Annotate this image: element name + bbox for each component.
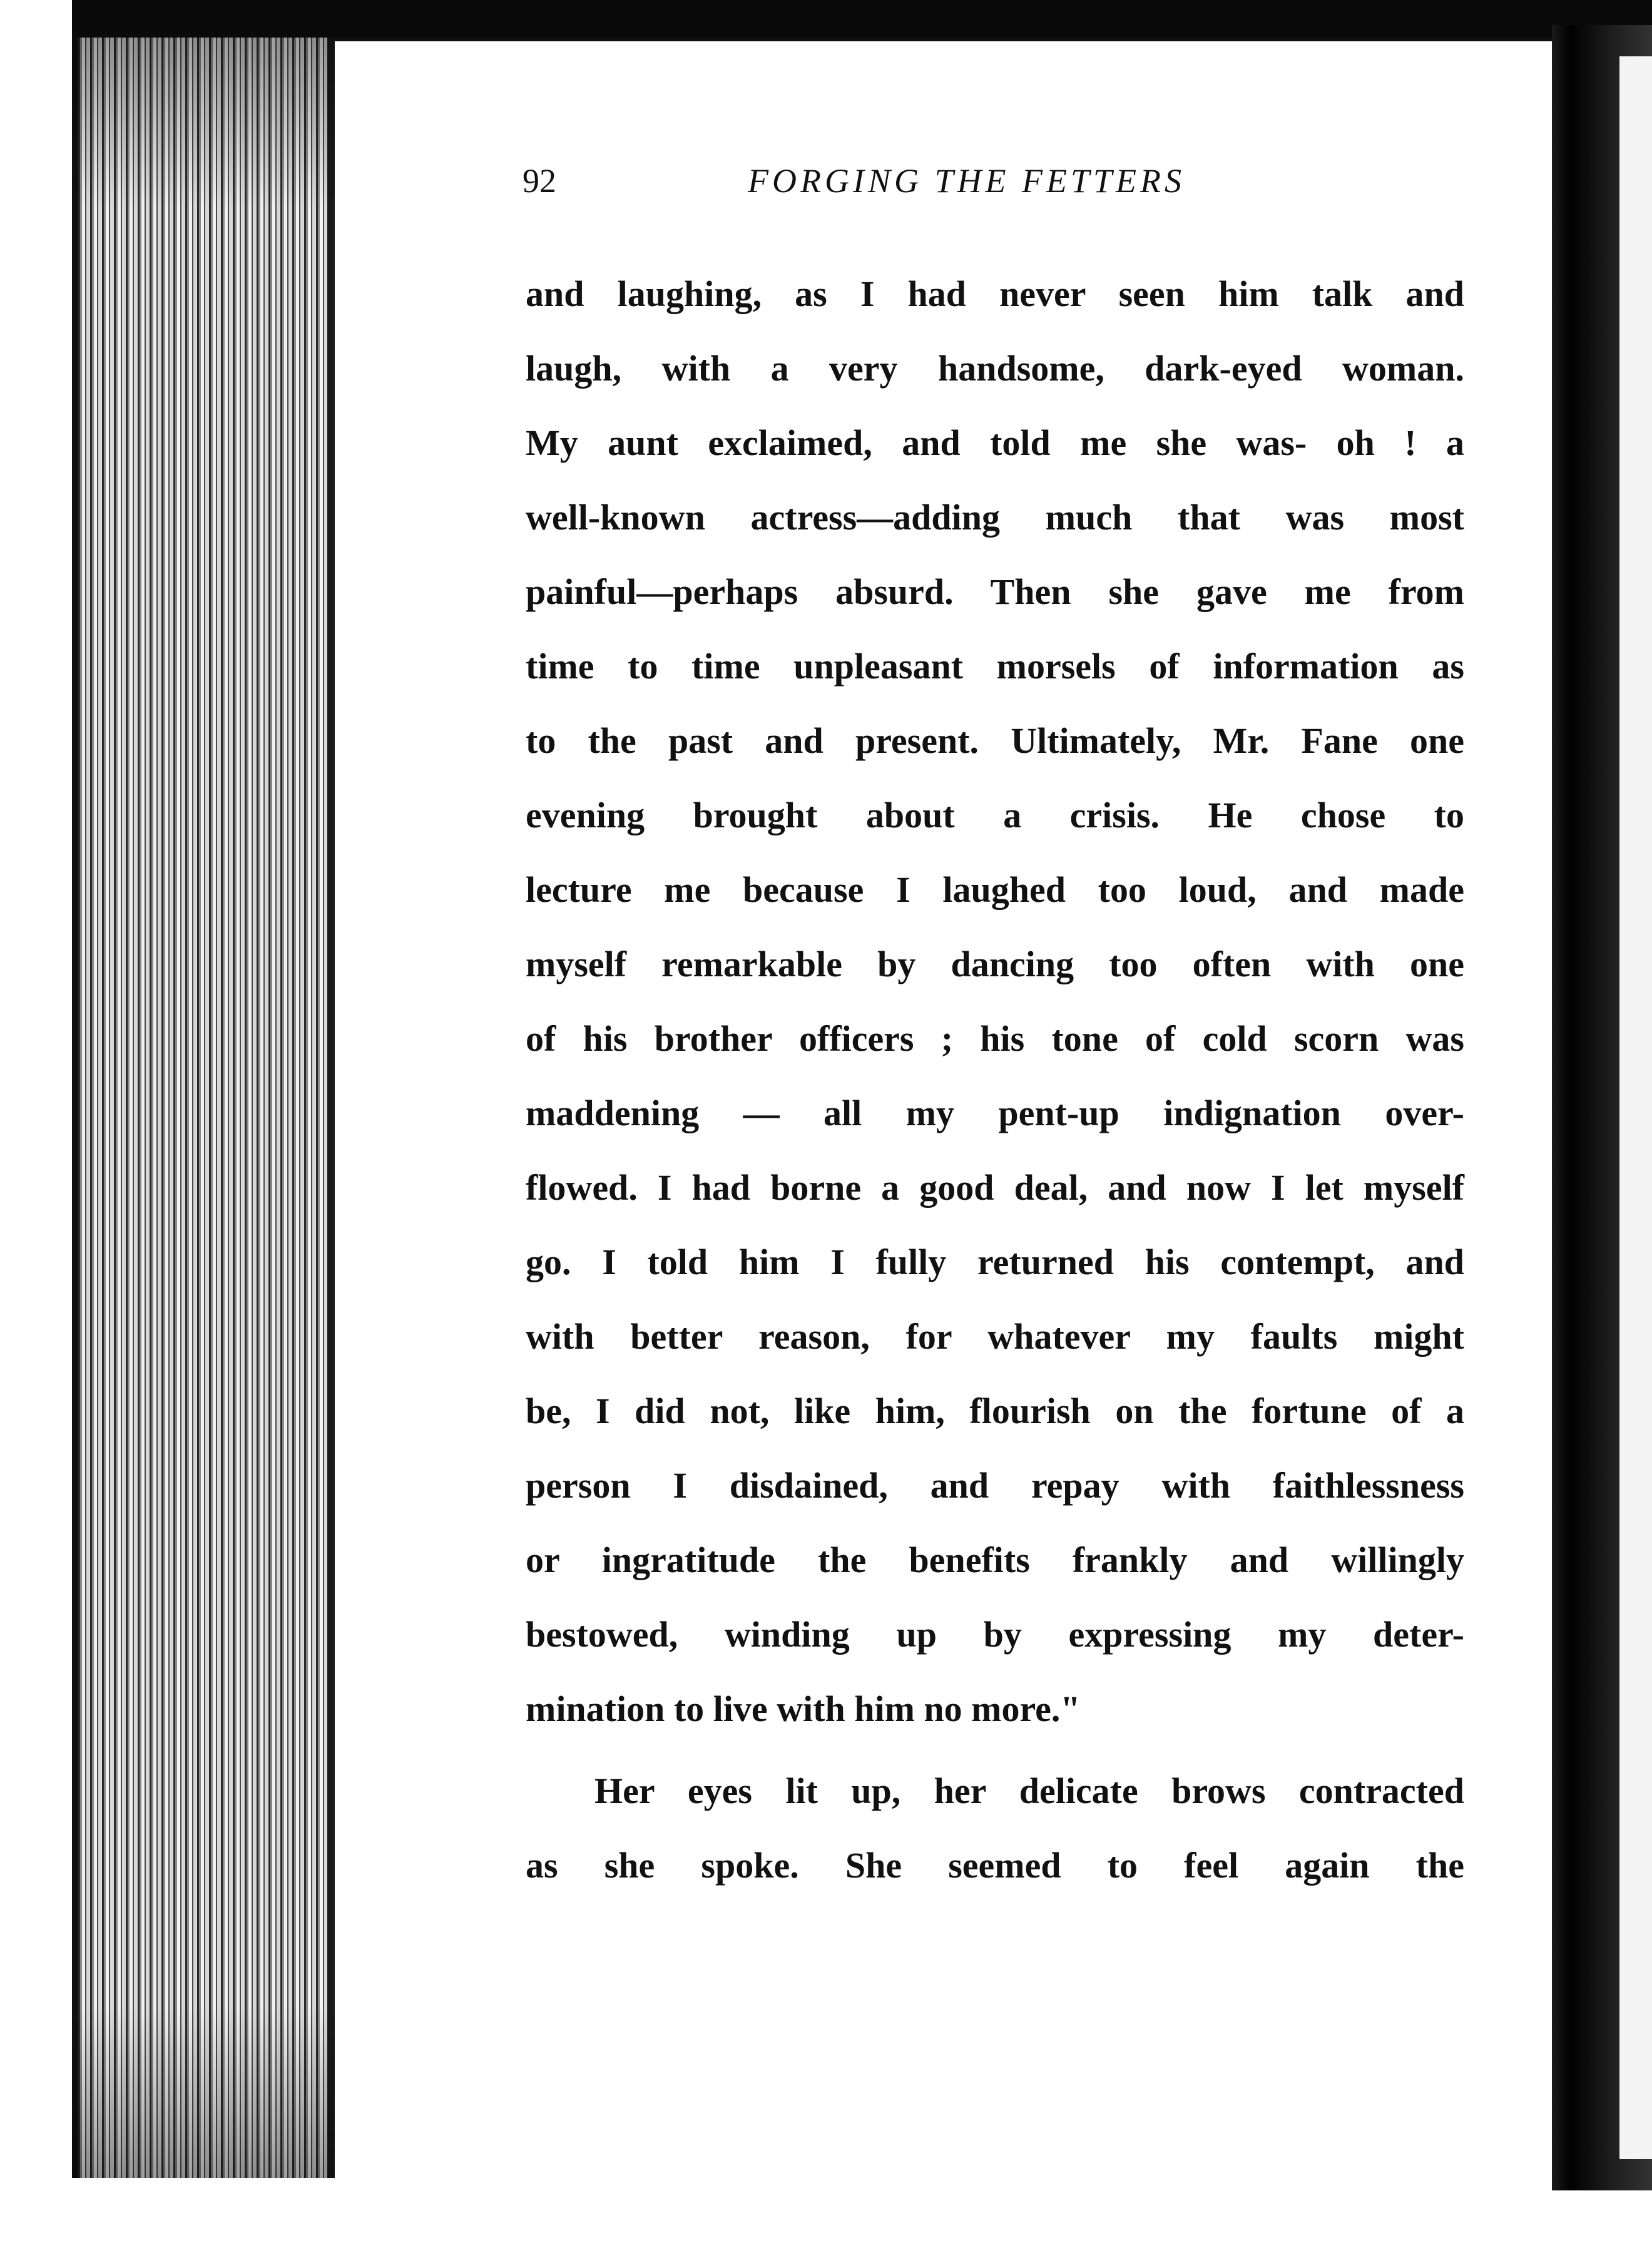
text-line: painful—perhaps absurd. Then she gave me from: [526, 571, 1464, 612]
text-line: of his brother officers ; his tone of cold scorn was: [526, 1018, 1464, 1059]
running-head: [523, 161, 1302, 212]
next-page-edge: [1619, 56, 1652, 2159]
text-line: mination to live with him no more.": [526, 1689, 1081, 1729]
text-line: evening brought about a crisis. He chose to: [526, 795, 1464, 835]
text-line: go. I told him I fully returned his contempt, and: [526, 1242, 1464, 1282]
paragraph: [526, 1754, 1464, 1903]
text-line: maddening — all my pent-up indignation over-: [526, 1093, 1464, 1133]
text-line: and laughing, as I had never seen him talk and: [526, 273, 1464, 314]
text-line: or ingratitude the benefits frankly and willingly: [526, 1540, 1464, 1580]
text-line: person I disdained, and repay with faithlessness: [526, 1465, 1464, 1506]
text-line: time to time unpleasant morsels of information as: [526, 646, 1464, 687]
text-line: myself remarkable by dancing too often with one: [526, 944, 1464, 984]
text-line: be, I did not, like him, flourish on the fortune of a: [526, 1391, 1464, 1431]
text-line: laugh, with a very handsome, dark-eyed woman.: [526, 348, 1464, 389]
scan-top-border: [72, 0, 1652, 38]
text-line: bestowed, winding up by expressing my deter-: [526, 1614, 1464, 1655]
text-line: as she spoke. She seemed to feel again the: [526, 1845, 1464, 1886]
text-line: well-known actress—adding much that was most: [526, 497, 1464, 538]
text-line: My aunt exclaimed, and told me she was- oh ! a: [526, 422, 1464, 463]
text-line: flowed. I had borne a good deal, and now I let myself: [526, 1167, 1464, 1208]
text-line: with better reason, for whatever my faults might: [526, 1316, 1464, 1357]
text-line: lecture me because I laughed too loud, and made: [526, 869, 1464, 910]
book-page-edges: [72, 38, 335, 2178]
text-line: Her eyes lit up, her delicate brows contracted: [594, 1770, 1464, 1811]
running-title: FORGING THE FETTERS: [748, 162, 1185, 200]
page-number: 92: [523, 162, 556, 200]
text-line: to the past and present. Ultimately, Mr. Fane one: [526, 720, 1464, 761]
body-text: [526, 257, 1464, 1903]
paragraph: [526, 257, 1464, 1746]
paragraph-gap: [526, 1746, 1464, 1754]
